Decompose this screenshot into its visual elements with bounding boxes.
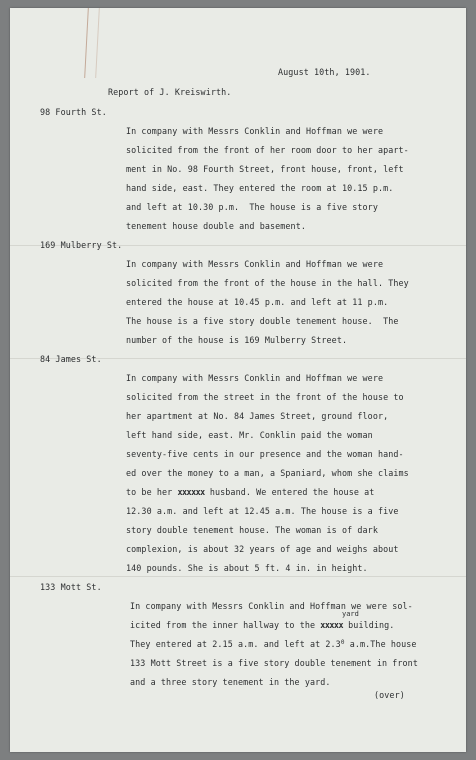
report-date: August 10th, 1901. [278, 67, 371, 77]
report-title: Report of J. Kreiswirth. [108, 87, 232, 97]
body-line: ment in No. 98 Fourth Street, front house, front, left [126, 164, 404, 174]
body-line [126, 487, 374, 497]
body-line: and a three story tenement in the yard. [130, 677, 331, 687]
struck-out-word: xxxxx [320, 620, 343, 630]
typed-report-page [10, 8, 466, 752]
body-line: 133 Mott Street is a five story double tenement in front [130, 658, 418, 668]
body-line: hand side, east. They entered the room at 10.15 p.m. [126, 183, 394, 193]
body-line: complexion, is about 32 years of age and weighs about [126, 544, 399, 554]
body-line: left hand side, east. Mr. Conklin paid the woman [126, 430, 373, 440]
body-line: her apartment at No. 84 James Street, ground floor, [126, 411, 389, 421]
body-line: In company with Messrs Conklin and Hoffman we were [126, 126, 384, 136]
paper-tear [84, 8, 100, 78]
body-line: 140 pounds. She is about 5 ft. 4 in. in height. [126, 563, 368, 573]
text-fragment: husband. We entered the house at [209, 487, 375, 497]
body-line: 12.30 a.m. and left at 12.45 a.m. The house is a five [126, 506, 399, 516]
body-line: solicited from the front of her room door to her apart- [126, 145, 409, 155]
address-169-mulberry: 169 Mulberry St. [40, 240, 123, 250]
page-continuation-note: (over) [374, 690, 405, 700]
body-line: In company with Messrs Conklin and Hoffman we were [126, 259, 384, 269]
struck-out-word: xxxxxx [177, 487, 205, 497]
body-line: tenement house double and basement. [126, 221, 306, 231]
text-fragment: building. [348, 620, 395, 630]
address-133-mott: 133 Mott St. [40, 582, 102, 592]
body-line: story double tenement house. The woman is of dark [126, 525, 378, 535]
text-fragment: to be her [126, 487, 173, 497]
text-fragment: icited from the inner hallway to the [130, 620, 316, 630]
text-fragment: They entered at 2.15 a.m. and left at 2.3 [130, 639, 341, 649]
body-line: seventy-five cents in our presence and the woman hand- [126, 449, 404, 459]
superscript-digit: 0 [340, 639, 345, 646]
body-line: solicited from the front of the house in the hall. They [126, 278, 409, 288]
body-line [130, 639, 417, 649]
address-84-james: 84 James St. [40, 354, 102, 364]
body-line: The house is a five story double tenement house. The [126, 316, 399, 326]
body-line: In company with Messrs Conklin and Hoffman we were [126, 373, 384, 383]
body-line: solicited from the street in the front of the house to [126, 392, 404, 402]
body-line: In company with Messrs Conklin and Hoffman we were sol- [130, 601, 413, 611]
body-line: ed over the money to a man, a Spaniard, whom she claims [126, 468, 409, 478]
body-line [130, 620, 394, 630]
body-line: entered the house at 10.45 p.m. and left at 11 p.m. [126, 297, 389, 307]
body-line: and left at 10.30 p.m. The house is a five story [126, 202, 378, 212]
address-98-fourth: 98 Fourth St. [40, 107, 107, 117]
body-line: number of the house is 169 Mulberry Street. [126, 335, 348, 345]
fold-line [10, 576, 466, 577]
inserted-word: yard [342, 610, 359, 618]
text-fragment: a.m.The house [349, 639, 417, 649]
